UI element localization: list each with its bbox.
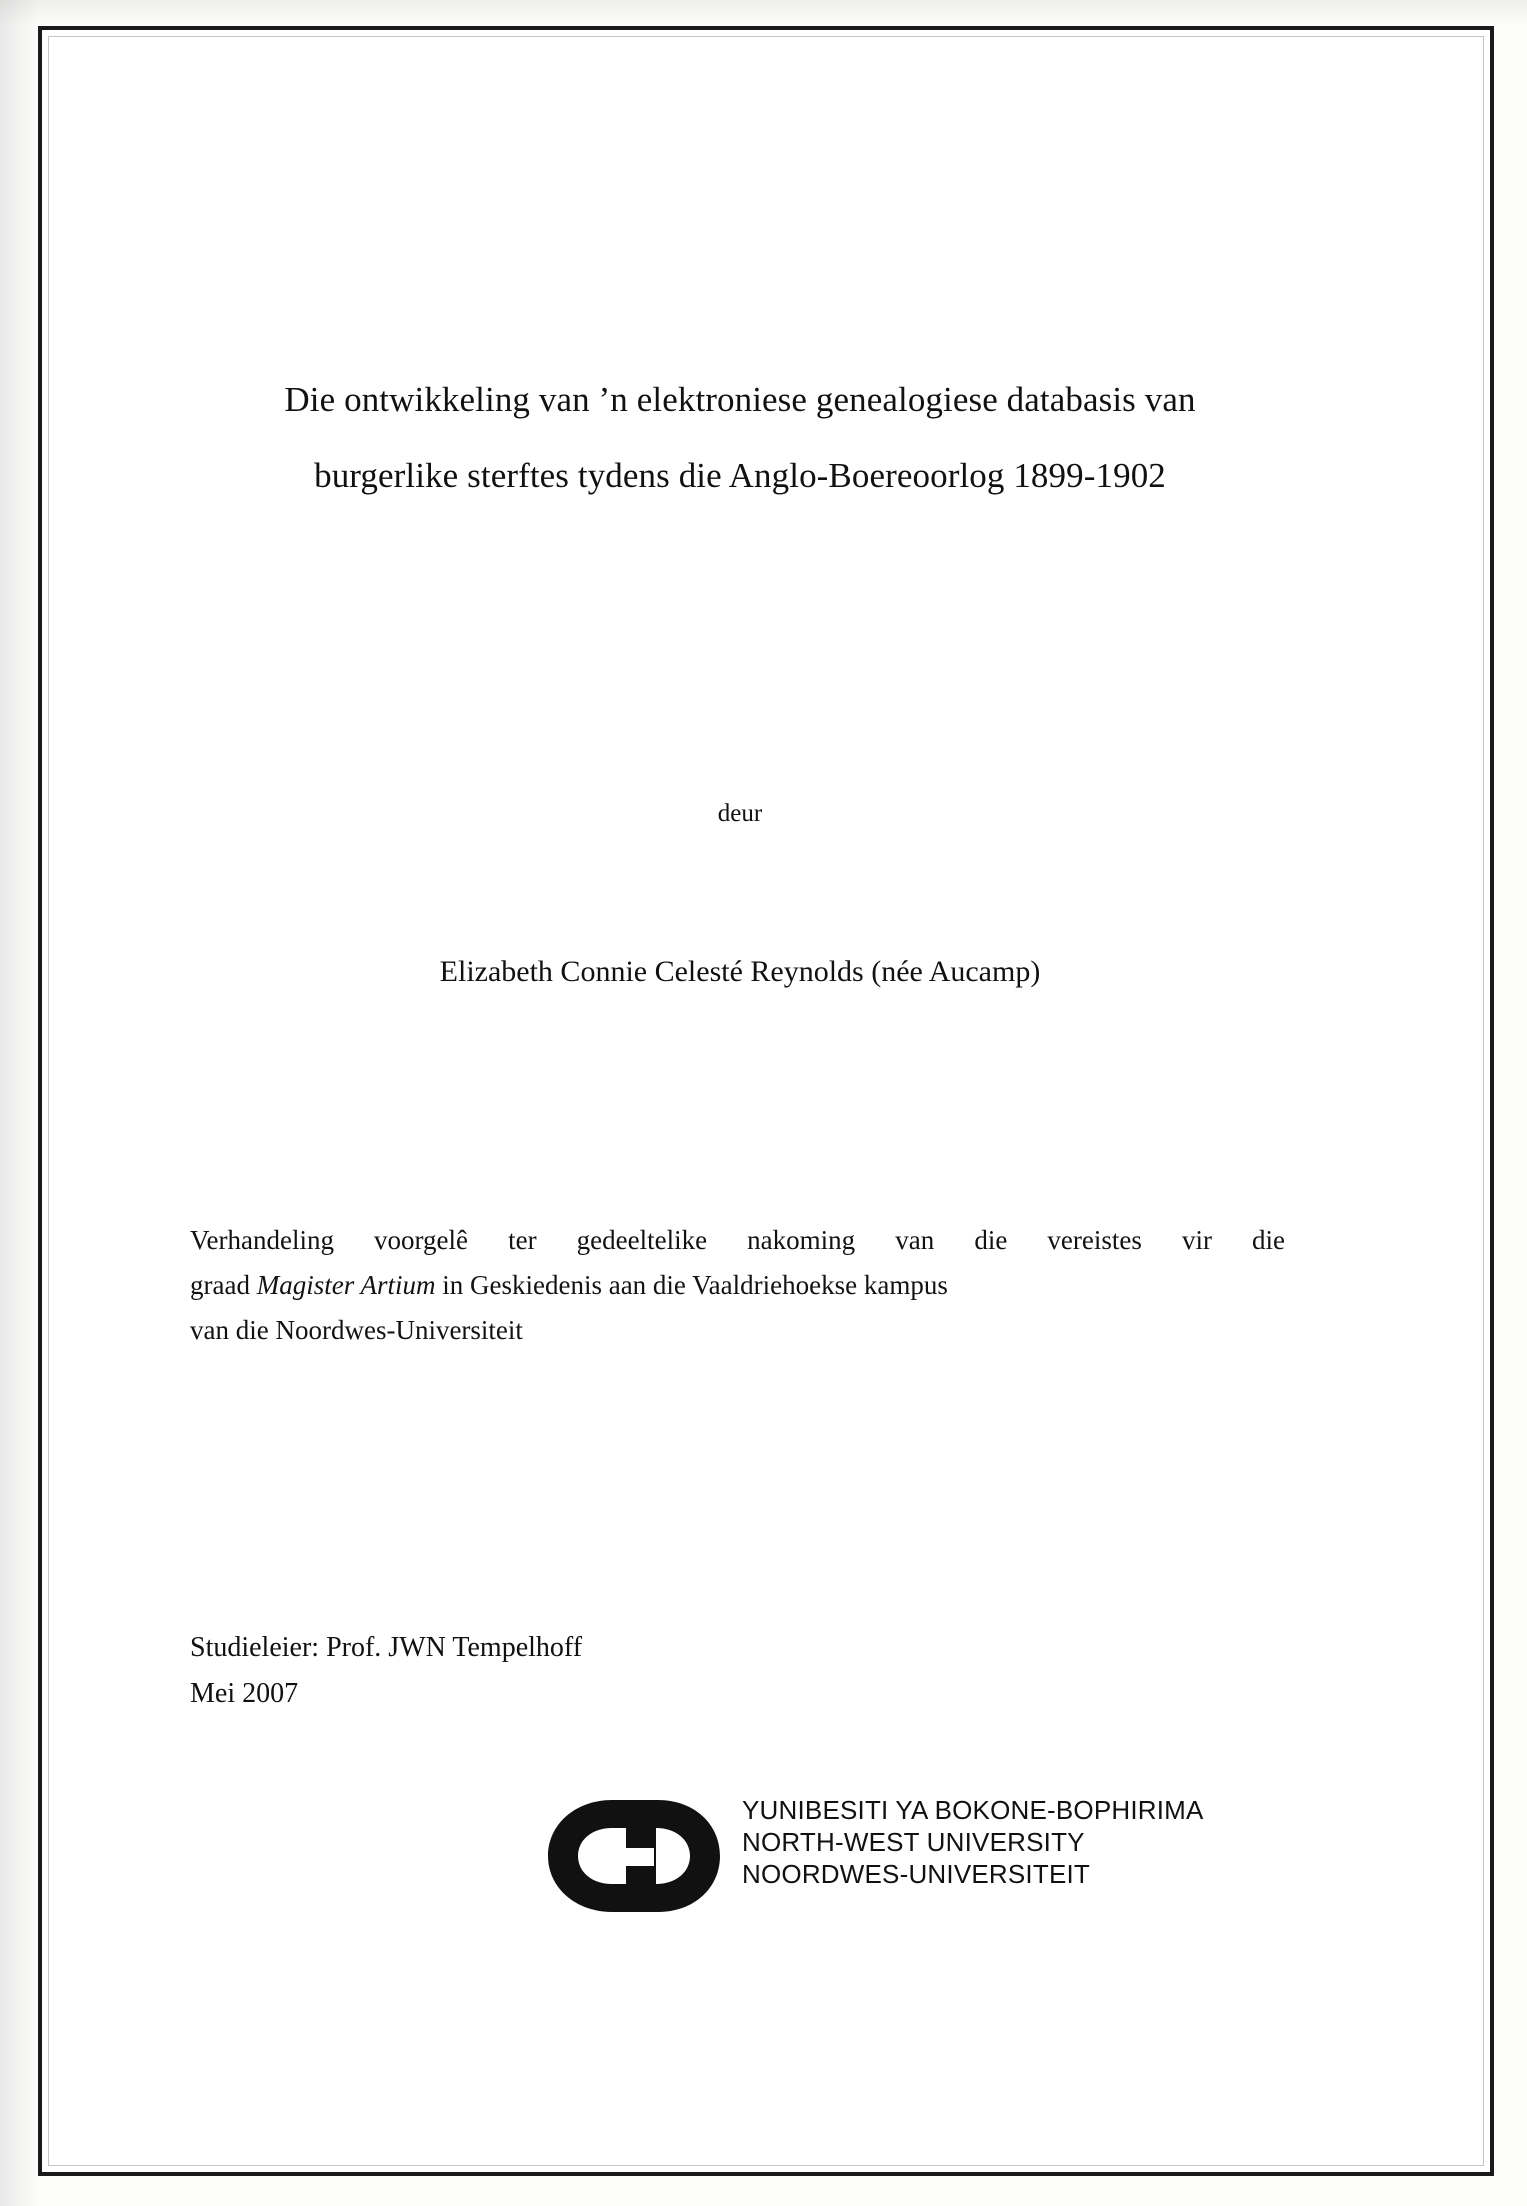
degree-word: vir — [1181, 1225, 1212, 1255]
north-west-university-logo-icon — [540, 1796, 735, 1916]
title-line-2: burgerlike sterftes tydens die Anglo-Boereoorlog 1899-1902 — [314, 456, 1166, 495]
logo-text-line-2: NORTH-WEST UNIVERSITY — [742, 1827, 1085, 1857]
degree-statement-line-2 — [190, 1263, 1285, 1308]
by-label: deur — [717, 800, 763, 827]
university-logo — [540, 1790, 1300, 1930]
logo-text-line-3: NOORDWES-UNIVERSITEIT — [742, 1859, 1090, 1889]
degree-statement — [190, 1218, 1285, 1353]
degree-statement-line-3: van die Noordwes-Universiteit — [190, 1315, 523, 1345]
degree-word: van — [895, 1225, 935, 1255]
degree-word: voorgelê — [374, 1225, 469, 1255]
degree-word: die — [1252, 1225, 1286, 1255]
degree-word: gedeeltelike — [576, 1225, 708, 1255]
date-line: Mei 2007 — [190, 1678, 299, 1709]
scan-edge-shadow-left — [0, 0, 40, 2206]
degree-word: die — [974, 1225, 1008, 1255]
university-logo-text — [742, 1794, 1204, 1890]
supervisor-line: Studieleier: Prof. JWN Tempelhoff — [190, 1632, 583, 1663]
author-name: Elizabeth Connie Celesté Reynolds (née Aucamp) — [439, 955, 1041, 988]
degree-line2-suffix: in Geskiedenis aan die Vaaldriehoekse kampus — [435, 1270, 948, 1300]
degree-word: vereistes — [1047, 1225, 1142, 1255]
degree-line2-prefix: graad — [190, 1270, 257, 1300]
degree-word: Verhandeling — [190, 1225, 334, 1255]
page-title — [150, 362, 1330, 514]
degree-word: ter — [508, 1225, 537, 1255]
degree-statement-line-1 — [190, 1218, 1285, 1263]
logo-text-line-1: YUNIBESITI YA BOKONE-BOPHIRIMA — [742, 1795, 1204, 1825]
supervisor-block — [190, 1625, 1090, 1717]
title-page-content — [150, 0, 1330, 2206]
degree-word: nakoming — [747, 1225, 856, 1255]
degree-name: Magister Artium — [256, 1270, 436, 1300]
title-line-1: Die ontwikkeling van ’n elektroniese genealogiese databasis van — [284, 380, 1196, 419]
